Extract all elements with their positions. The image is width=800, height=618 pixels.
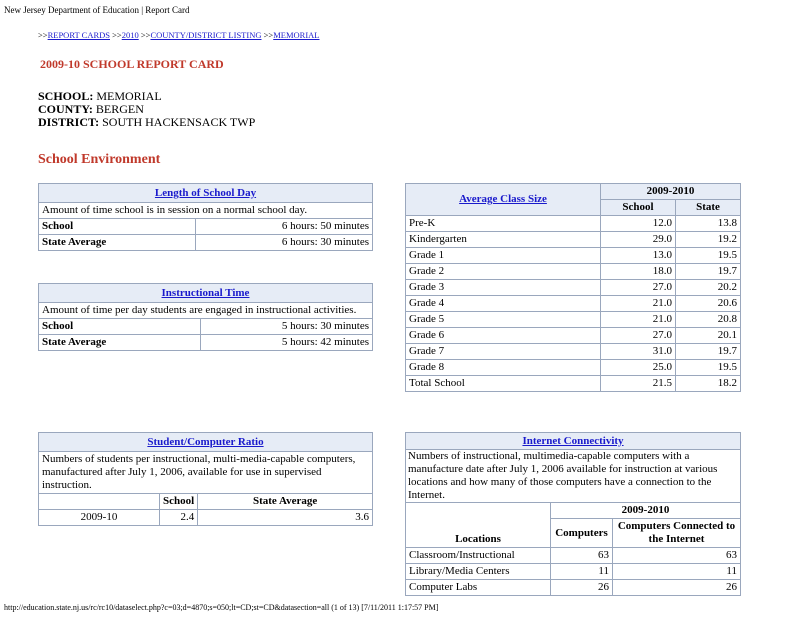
breadcrumb-sep: >> bbox=[140, 30, 151, 40]
location-label: Computer Labs bbox=[406, 580, 551, 596]
instructional-heading[interactable]: Instructional Time bbox=[161, 286, 250, 299]
location-label: Library/Media Centers bbox=[406, 564, 551, 580]
computers-value: 26 bbox=[551, 580, 613, 596]
col-connected: Computers Connected to the Internet bbox=[613, 519, 741, 548]
grade-label: Grade 6 bbox=[406, 328, 601, 344]
day-length-table bbox=[38, 183, 373, 251]
breadcrumb-sep: >> bbox=[112, 30, 122, 40]
breadcrumb-county-district[interactable]: COUNTY/DISTRICT LISTING bbox=[150, 30, 262, 40]
location-label: Classroom/Instructional bbox=[406, 548, 551, 564]
breadcrumb-sep: >> bbox=[38, 30, 48, 40]
row-value: 5 hours: 30 minutes bbox=[201, 319, 373, 335]
row-label: 2009-10 bbox=[39, 510, 160, 526]
col-school: School bbox=[601, 200, 676, 216]
table-row bbox=[39, 235, 373, 251]
state-value: 20.6 bbox=[676, 296, 741, 312]
row-value: 6 hours: 30 minutes bbox=[196, 235, 373, 251]
school-info bbox=[38, 90, 255, 129]
grade-label: Kindergarten bbox=[406, 232, 601, 248]
page-footer: http://education.state.nj.us/rc/rc10/dataselect.php?c=03;d=4870;s=050;lt=CD;st=CD&datasection=all (1 of 13) [7/11/2011 1:17:57 PM] bbox=[4, 603, 439, 612]
grade-label: Pre-K bbox=[406, 216, 601, 232]
breadcrumb-memorial[interactable]: MEMORIAL bbox=[273, 30, 320, 40]
state-value: 20.1 bbox=[676, 328, 741, 344]
row-label: State Average bbox=[39, 235, 196, 251]
computer-ratio-heading[interactable]: Student/Computer Ratio bbox=[147, 435, 264, 448]
grade-label: Total School bbox=[406, 376, 601, 392]
section-title: School Environment bbox=[38, 152, 161, 167]
blank-cell bbox=[39, 494, 160, 510]
col-computers: Computers bbox=[551, 519, 613, 548]
state-value: 20.2 bbox=[676, 280, 741, 296]
state-ratio: 3.6 bbox=[198, 510, 373, 526]
grade-label: Grade 3 bbox=[406, 280, 601, 296]
table-row bbox=[39, 510, 373, 526]
connected-value: 26 bbox=[613, 580, 741, 596]
table-row bbox=[406, 376, 741, 392]
row-value: 6 hours: 50 minutes bbox=[196, 219, 373, 235]
breadcrumb-report-cards[interactable]: REPORT CARDS bbox=[47, 30, 110, 40]
table-row bbox=[406, 580, 741, 596]
day-length-description: Amount of time school is in session on a normal school day. bbox=[39, 203, 373, 219]
state-value: 19.5 bbox=[676, 360, 741, 376]
state-value: 19.2 bbox=[676, 232, 741, 248]
table-row bbox=[39, 219, 373, 235]
internet-description: Numbers of instructional, multimedia-capable computers with a manufacture date after July 1, 2006 available for instruction at various locations and how many of those computers have a connection to the Internet. bbox=[406, 450, 741, 503]
school-value: 21.0 bbox=[601, 312, 676, 328]
table-row bbox=[39, 319, 373, 335]
school-value: 27.0 bbox=[601, 328, 676, 344]
row-label: School bbox=[39, 319, 201, 335]
day-length-heading[interactable]: Length of School Day bbox=[154, 186, 257, 199]
school-ratio: 2.4 bbox=[160, 510, 198, 526]
class-size-heading[interactable]: Average Class Size bbox=[459, 193, 547, 205]
class-size-year: 2009-2010 bbox=[601, 184, 741, 200]
district-value: SOUTH HACKENSACK TWP bbox=[102, 115, 256, 129]
school-value: 21.5 bbox=[601, 376, 676, 392]
computer-ratio-description: Numbers of students per instructional, multi-media-capable computers, manufactured after July 1, 2006, available for use in supervised instruction. bbox=[39, 452, 373, 494]
table-row bbox=[406, 564, 741, 580]
county-value: BERGEN bbox=[95, 102, 144, 116]
internet-year: 2009-2010 bbox=[551, 503, 741, 519]
breadcrumb-sep: >> bbox=[263, 30, 274, 40]
table-row bbox=[406, 264, 741, 280]
district-label: DISTRICT: bbox=[38, 115, 100, 129]
computers-value: 63 bbox=[551, 548, 613, 564]
school-value: 31.0 bbox=[601, 344, 676, 360]
state-value: 19.7 bbox=[676, 344, 741, 360]
school-value: 21.0 bbox=[601, 296, 676, 312]
computers-value: 11 bbox=[551, 564, 613, 580]
state-value: 19.7 bbox=[676, 264, 741, 280]
table-row bbox=[406, 296, 741, 312]
instructional-description: Amount of time per day students are engaged in instructional activities. bbox=[39, 303, 373, 319]
grade-label: Grade 8 bbox=[406, 360, 601, 376]
state-value: 20.8 bbox=[676, 312, 741, 328]
breadcrumb bbox=[38, 30, 320, 40]
table-row bbox=[39, 335, 373, 351]
school-value: 29.0 bbox=[601, 232, 676, 248]
table-row bbox=[406, 232, 741, 248]
internet-heading[interactable]: Internet Connectivity bbox=[522, 434, 624, 447]
grade-label: Grade 5 bbox=[406, 312, 601, 328]
table-row bbox=[406, 328, 741, 344]
table-row bbox=[406, 280, 741, 296]
school-value: 25.0 bbox=[601, 360, 676, 376]
school-value: 12.0 bbox=[601, 216, 676, 232]
internet-table bbox=[405, 432, 741, 596]
school-value: 13.0 bbox=[601, 248, 676, 264]
grade-label: Grade 7 bbox=[406, 344, 601, 360]
col-locations: Locations bbox=[406, 503, 551, 548]
connected-value: 63 bbox=[613, 548, 741, 564]
table-row bbox=[406, 548, 741, 564]
instructional-table bbox=[38, 283, 373, 351]
row-label: School bbox=[39, 219, 196, 235]
school-value: MEMORIAL bbox=[96, 89, 162, 103]
state-value: 18.2 bbox=[676, 376, 741, 392]
connected-value: 11 bbox=[613, 564, 741, 580]
table-row bbox=[406, 312, 741, 328]
state-value: 13.8 bbox=[676, 216, 741, 232]
report-title: 2009-10 SCHOOL REPORT CARD bbox=[40, 57, 224, 71]
school-value: 27.0 bbox=[601, 280, 676, 296]
row-label: State Average bbox=[39, 335, 201, 351]
computer-ratio-table bbox=[38, 432, 373, 526]
col-school: School bbox=[160, 494, 198, 510]
school-label: SCHOOL: bbox=[38, 89, 94, 103]
grade-label: Grade 1 bbox=[406, 248, 601, 264]
table-row bbox=[406, 344, 741, 360]
table-row bbox=[406, 248, 741, 264]
state-value: 19.5 bbox=[676, 248, 741, 264]
page-header: New Jersey Department of Education | Report Card bbox=[4, 5, 190, 15]
class-size-table bbox=[405, 183, 741, 392]
col-state-average: State Average bbox=[198, 494, 373, 510]
col-state: State bbox=[676, 200, 741, 216]
school-value: 18.0 bbox=[601, 264, 676, 280]
grade-label: Grade 4 bbox=[406, 296, 601, 312]
table-row bbox=[406, 216, 741, 232]
breadcrumb-2010[interactable]: 2010 bbox=[121, 30, 139, 40]
row-value: 5 hours: 42 minutes bbox=[201, 335, 373, 351]
table-row bbox=[406, 360, 741, 376]
county-label: COUNTY: bbox=[38, 102, 93, 116]
grade-label: Grade 2 bbox=[406, 264, 601, 280]
